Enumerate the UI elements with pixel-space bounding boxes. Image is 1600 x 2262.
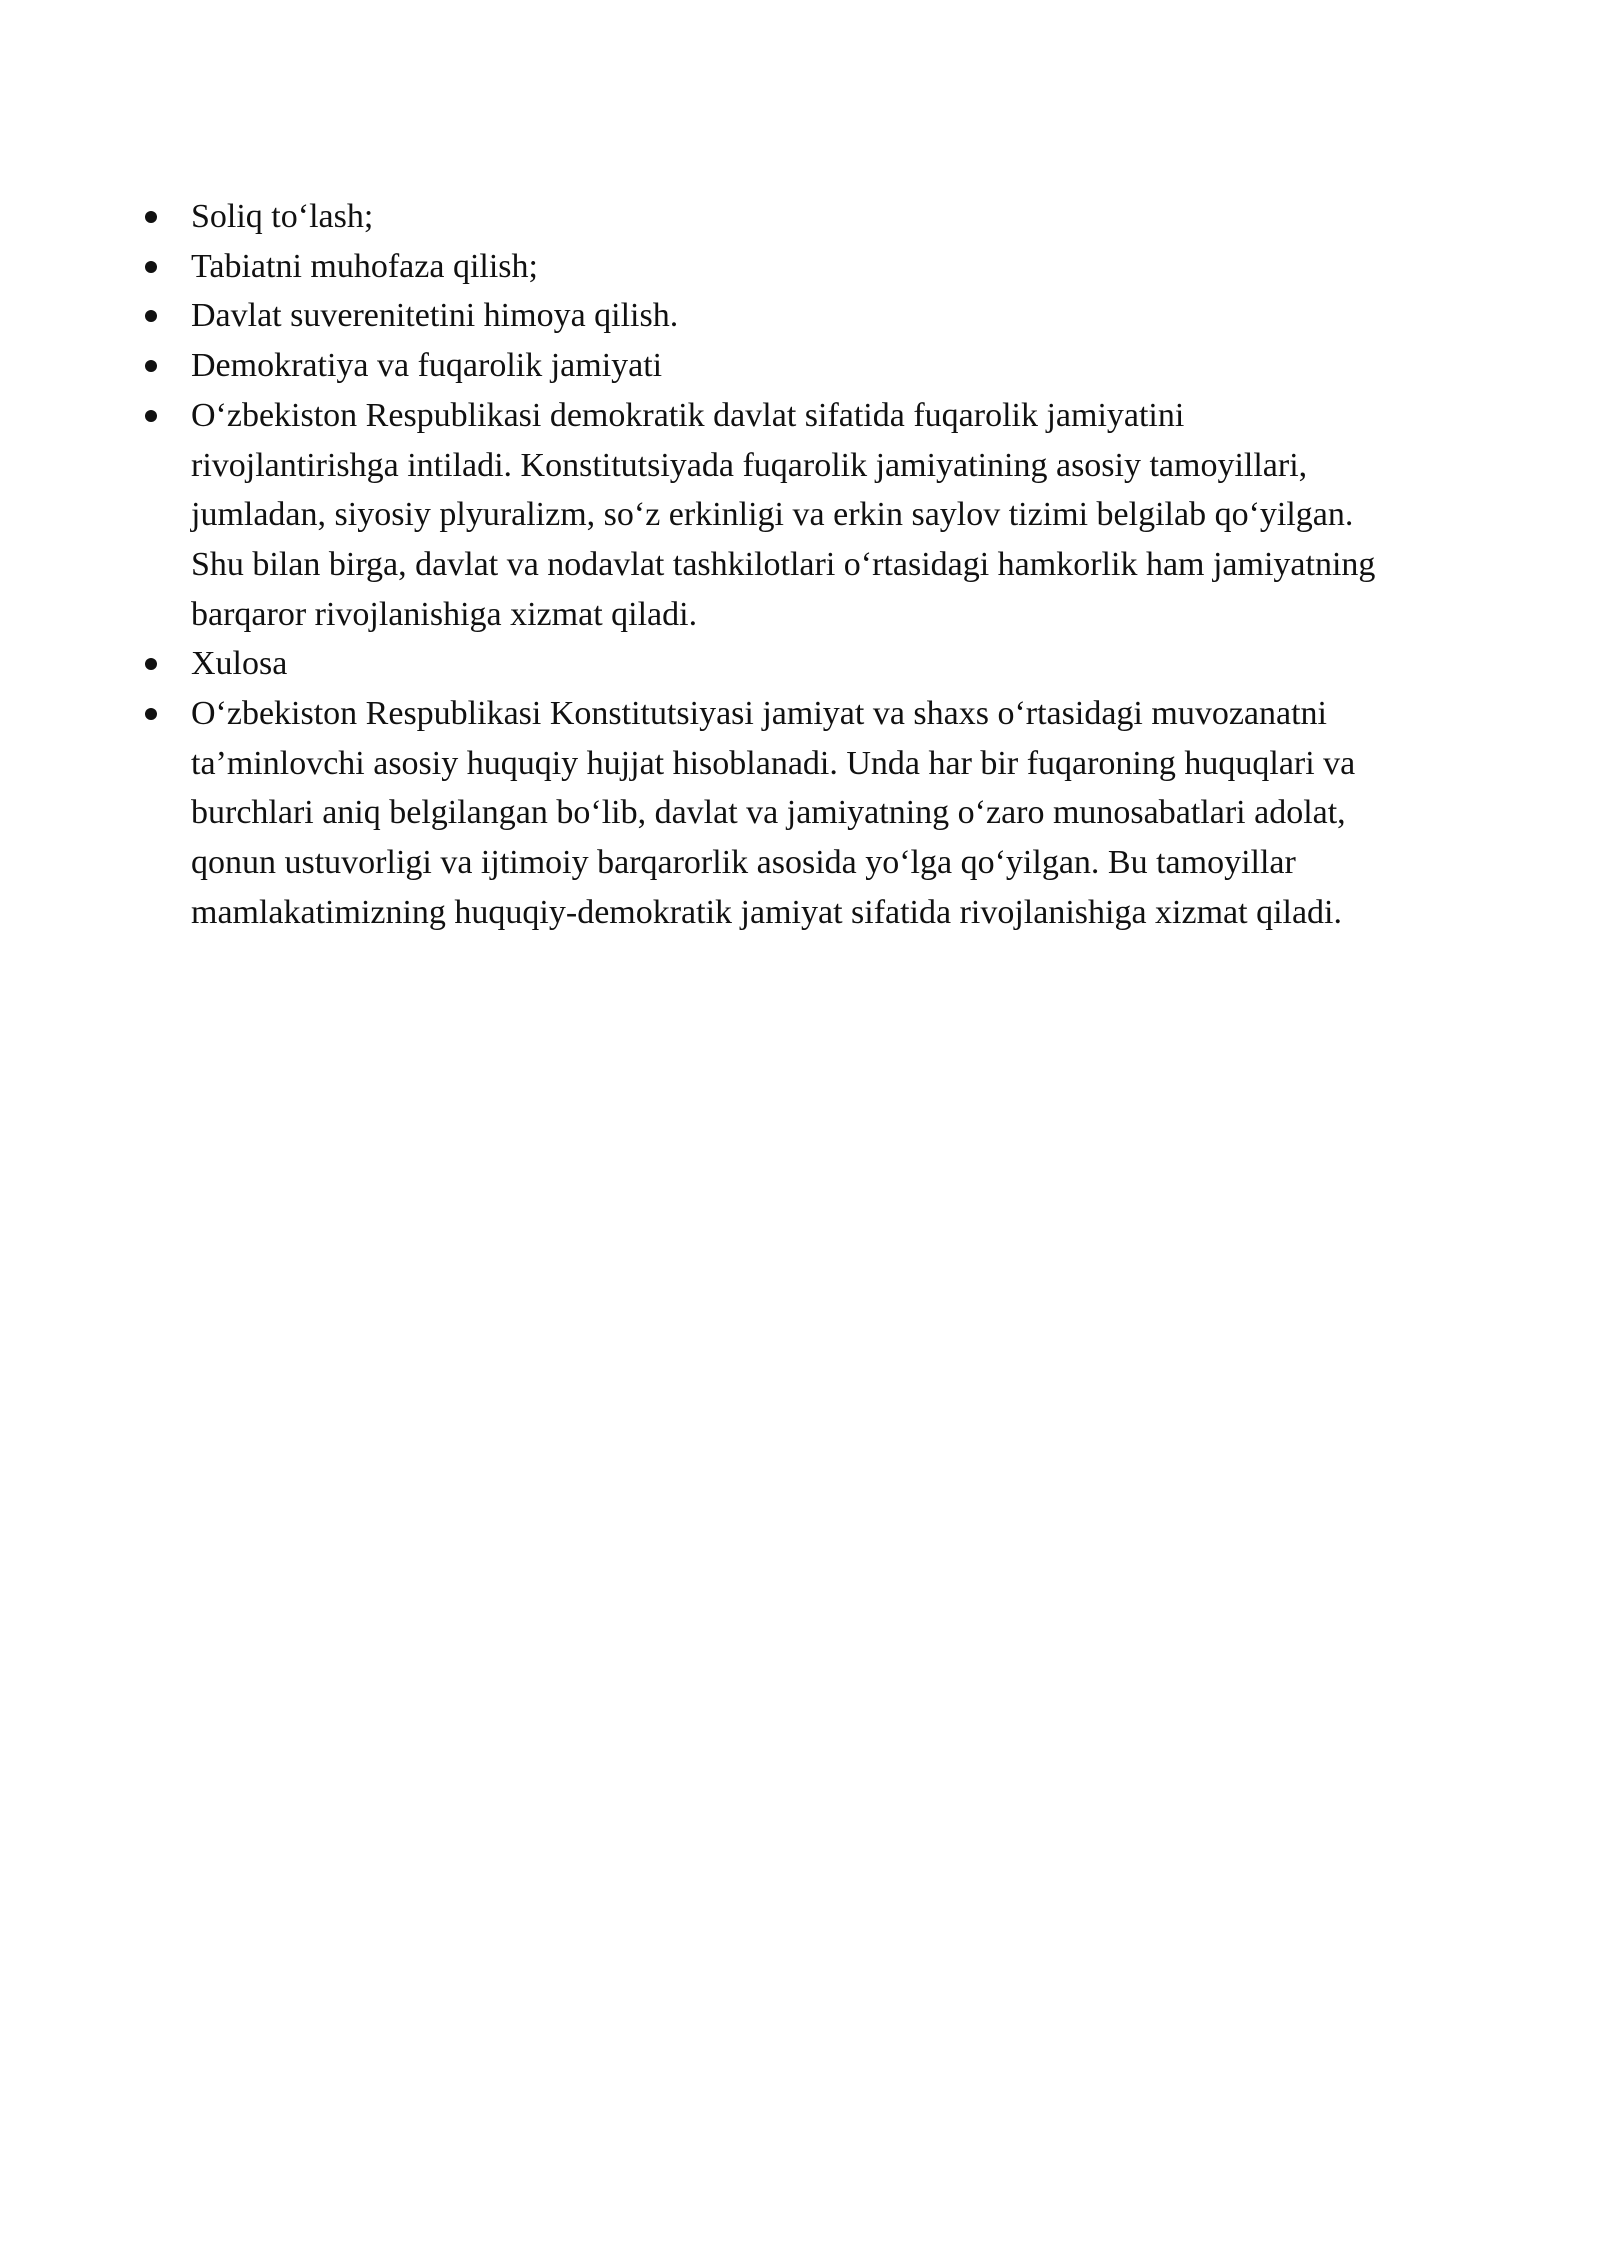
bullet-icon <box>145 658 157 670</box>
list-item <box>135 391 1515 640</box>
paragraph-text: O‘zbekiston Respublikasi Konstitutsiyasi jamiyat va shaxs o‘rtasidagi muvozanatni ta’minlovchi asosiy huquqiy hujjat hisoblanadi. Unda har bir fuqaroning huquqlari va burchlari aniq belgilangan bo‘lib, davlat va jamiyatning o‘zaro munosabatlari adolat, qonun ustuvorligi va ijtimoiy barqarorlik asosida yo‘lga qo‘yilgan. Bu tamoyillar mamlakatimizning huquqiy-demokratik jamiyat sifatida rivojlanishiga xizmat qiladi. <box>191 695 1356 931</box>
list-item <box>135 639 1515 689</box>
list-item-text: Tabiatni muhofaza qilish; <box>191 247 538 285</box>
list-item-text: Davlat suverenitetini himoya qilish. <box>191 297 679 335</box>
paragraph-text: O‘zbekiston Respublikasi demokratik davlat sifatida fuqarolik jamiyatini rivojlantirishga intiladi. Konstitutsiyada fuqarolik jamiyatining asosiy tamoyillari, jumladan, siyosiy plyuralizm, so‘z erkinligi va erkin saylov tizimi belgilab qo‘yilgan. Shu bilan birga, davlat va nodavlat tashkilotlari o‘rtasidagi hamkorlik ham jamiyatning barqaror rivojlanishiga xizmat qiladi. <box>191 396 1376 633</box>
bullet-icon <box>145 310 157 322</box>
section-heading: Xulosa <box>191 645 288 683</box>
section-heading: Demokratiya va fuqarolik jamiyati <box>191 347 663 385</box>
list-item <box>135 291 1515 341</box>
list-item <box>135 192 1515 242</box>
bullet-icon <box>145 261 157 273</box>
list-item <box>135 689 1515 938</box>
list-item <box>135 242 1515 292</box>
list-item <box>135 341 1515 391</box>
list-item-text: Soliq to‘lash; <box>191 198 374 235</box>
bullet-icon <box>145 708 157 720</box>
bullet-icon <box>145 360 157 372</box>
bullet-icon <box>145 211 157 223</box>
bullet-icon <box>145 410 157 422</box>
bullet-list <box>135 192 1515 938</box>
